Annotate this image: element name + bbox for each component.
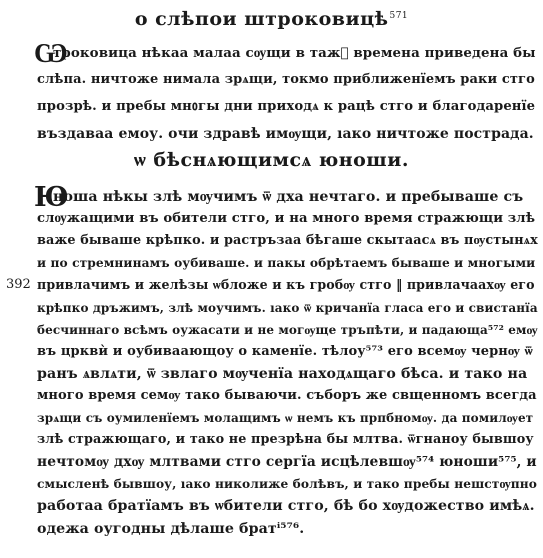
text-line: нечтомѹ дхѹ млтвами стго сергїа исцѣлевшѹ⁵⁷⁴ юноши⁵⁷⁵, и [37, 454, 537, 471]
section-heading-possessed-youth: ѡ бѣснѧющимсѧ юноши. [134, 149, 409, 171]
heading-text: о слѣпои штроковицѣ [134, 8, 389, 30]
text-line: привлачимъ и желѣзы ѡбложе и къ гробѹ стго ‖ привлачаахѹ его [37, 277, 535, 293]
text-line: крѣпко дръжимъ, злѣ моучимъ. ıако ѿ кричанїа гласа его и свистанїа [37, 300, 538, 315]
text-line: прозрѣ. и пребы мнᲂгы дни приходѧ к рацѣ стго и благодаренїе [37, 99, 536, 114]
text-line: много время семѹ тако бываючи. съборъ же свщенномъ всегда [37, 387, 537, 403]
text-line: троковица нѣкаа малаа сѹщи в тажⷤ времена приведена бы [53, 45, 536, 61]
text-line: и по стремнинамъ оубиваше. и пакы обрѣтаемъ бываше и многыми [37, 256, 536, 271]
text-line: одежа оугодны дѣлаше братⁱ⁵⁷⁶. [37, 520, 305, 537]
text-line: слѣпа. ничтоже нимала зрѧщи, токмо приближенїемъ раки стго [37, 72, 535, 87]
drop-initial-1: Ѡ [34, 38, 68, 69]
text-line: бесчиннаго всѣмъ оужасати и не могѹще тръпѣти, и падающа⁵⁷² емѹ [37, 322, 538, 337]
text-line: ранъ ѧвлѧти, ѿ звлаго мѹченїа находѧщаго бѣса. и тако на [37, 365, 528, 382]
section-heading-blind-woman [0, 8, 543, 30]
text-line: злѣ стражющаго, и тако не презрѣна бы млтва. ѿгнаноу бывшоу [37, 432, 534, 448]
footnote-marker: 571 [389, 10, 409, 21]
text-line: въздаваа емоу. очи здравѣ имѹщи, ıако ничтоже пострада. [37, 126, 534, 142]
text-line: слѹжащими въ обители стго, и на много время стражющи злѣ [37, 211, 536, 227]
text-line: важе бываше крѣпко. и растръзаа бѣгаше скытаасѧ въ пѹстынѧх [37, 233, 538, 249]
text-line: въ црквѝ и оубиваающоу о каменїе. тѣлоу⁵⁷³ его всемѹ чернѹ ѿ [37, 343, 533, 359]
text-line: работаа братїамъ въ ѡбители стго, бѣ бо хѹдожество имѣѧ. [37, 498, 535, 515]
text-line: ноша нѣкы злѣ мѹчимъ ѿ дха нечтаго. и пребываше съ [53, 189, 524, 205]
margin-page-number: 392 [6, 277, 31, 293]
drop-initial-2: Ю [34, 182, 69, 213]
text-line: смысленѣ бывшоу, ıако николиже болѣвъ, и тако пребы нешстѹпно [37, 477, 538, 492]
text-line: зрѧщи съ оумиленїемъ молащимъ ѡ немъ къ прпбномѹ. да помилѹет [37, 411, 534, 425]
